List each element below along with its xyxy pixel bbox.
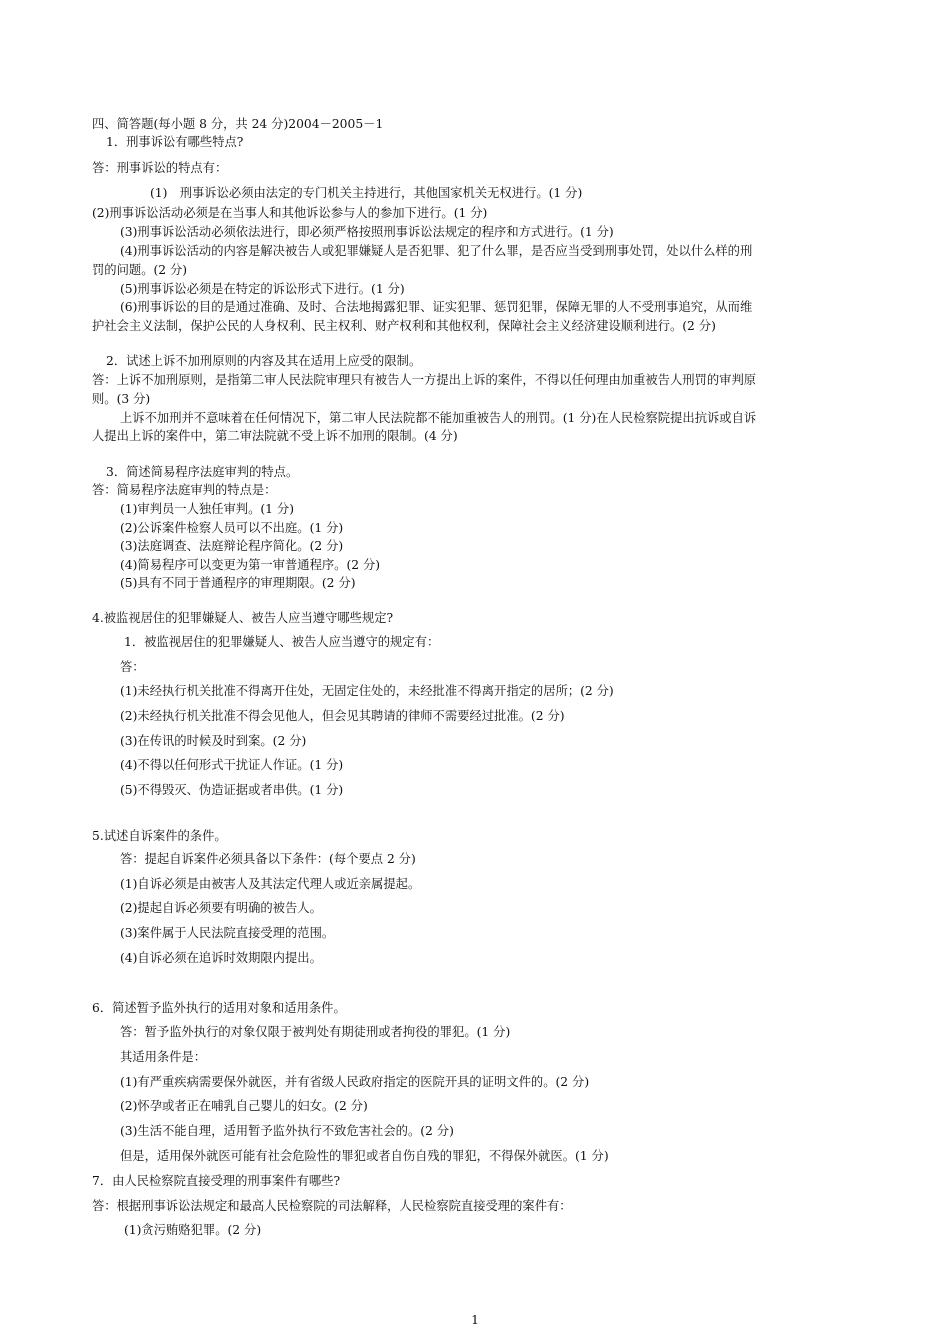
answer-3-item-5: (5)具有不同于普通程序的审理期限。(2 分) bbox=[120, 576, 356, 590]
answer-2-para-2-cont: 人提出上诉的案件中，第二审法院就不受上诉不加刑的限制。(4 分) bbox=[92, 429, 458, 443]
answer-3-item-1: (1)审判员一人独任审判。(1 分) bbox=[120, 502, 295, 516]
answer-1-item-3: (3)刑事诉讼活动必须依法进行，即必须严格按照刑事诉讼法规定的程序和方式进行。(1 分) bbox=[120, 225, 614, 239]
question-3: 3．简述简易程序法庭审判的特点。 bbox=[106, 465, 299, 479]
section-heading: 四、简答题(每小题 8 分，共 24 分)2004－2005－1 bbox=[92, 117, 384, 131]
answer-1-item-5: (5)刑事诉讼必须是在特定的诉讼形式下进行。(1 分) bbox=[120, 282, 405, 296]
answer-7-item-1: (1)贪污贿赂犯罪。(2 分) bbox=[124, 1223, 262, 1237]
answer-4-heading: 1．被监视居住的犯罪嫌疑人、被告人应当遵守的规定有： bbox=[124, 635, 440, 649]
answer-5-item-4: (4)自诉必须在追诉时效期限内提出。 bbox=[120, 951, 322, 965]
question-5: 5.试述自诉案件的条件。 bbox=[92, 829, 227, 843]
page-number: 1 bbox=[471, 1313, 479, 1327]
answer-1-item-1: (1) 刑事诉讼必须由法定的专门机关主持进行，其他国家机关无权进行。(1 分) bbox=[150, 186, 583, 200]
answer-5-item-3: (3)案件属于人民法院直接受理的范围。 bbox=[120, 926, 335, 940]
answer-1-item-6-cont: 护社会主义法制，保护公民的人身权利、民主权利、财产权利和其他权利，保障社会主义经济建设顺利进行。(2 分) bbox=[92, 319, 716, 333]
answer-1-item-2: (2)刑事诉讼活动必须是在当事人和其他诉讼参与人的参加下进行。(1 分) bbox=[92, 206, 488, 220]
answer-1-intro: 答：刑事诉讼的特点有： bbox=[92, 161, 228, 175]
answer-4-item-2: (2)未经执行机关批准不得会见他人，但会见其聘请的律师不需要经过批准。(2 分) bbox=[120, 709, 565, 723]
answer-3-item-2: (2)公诉案件检察人员可以不出庭。(1 分) bbox=[120, 521, 344, 535]
answer-2-para-1: 答：上诉不加刑原则，是指第二审人民法院审理只有被告人一方提出上诉的案件，不得以任何理由加重被告人刑罚的审判原 bbox=[92, 373, 757, 387]
answer-2-para-2: 上诉不加刑并不意味着在任何情况下，第二审人民法院都不能加重被告人的刑罚。(1 分)在人民检察院提出抗诉或自诉 bbox=[120, 411, 757, 425]
question-4: 4.被监视居住的犯罪嫌疑人、被告人应当遵守哪些规定? bbox=[92, 611, 394, 625]
question-1: 1．刑事诉讼有哪些特点? bbox=[106, 135, 244, 149]
answer-4-item-1: (1)未经执行机关批准不得离开住处，无固定住处的，未经批准不得离开指定的居所；(2 分) bbox=[120, 684, 614, 698]
question-2: 2．试述上诉不加刑原则的内容及其在适用上应受的限制。 bbox=[106, 354, 422, 368]
answer-6-note: 但是，适用保外就医可能有社会危险性的罪犯或者自伤自残的罪犯，不得保外就医。(1 分) bbox=[120, 1149, 609, 1163]
answer-6-item-3: (3)生活不能自理，适用暂予监外执行不致危害社会的。(2 分) bbox=[120, 1124, 454, 1138]
answer-2-para-1-cont: 则。(3 分) bbox=[92, 392, 151, 406]
answer-5-item-2: (2)提起自诉必须要有明确的被告人。 bbox=[120, 901, 322, 915]
answer-1-item-4-cont: 罚的问题。(2 分) bbox=[92, 263, 188, 277]
answer-6-intro: 答：暂予监外执行的对象仅限于被判处有期徒刑或者拘役的罪犯。(1 分) bbox=[120, 1025, 511, 1039]
answer-6-conditions-label: 其适用条件是： bbox=[120, 1050, 207, 1064]
question-7: 7．由人民检察院直接受理的刑事案件有哪些? bbox=[92, 1174, 341, 1188]
answer-5-item-1: (1)自诉必须是由被害人及其法定代理人或近亲属提起。 bbox=[120, 877, 421, 891]
answer-4-item-3: (3)在传讯的时候及时到案。(2 分) bbox=[120, 734, 307, 748]
answer-4-item-4: (4)不得以任何形式干扰证人作证。(1 分) bbox=[120, 758, 344, 772]
answer-1-item-4: (4)刑事诉讼活动的内容是解决被告人或犯罪嫌疑人是否犯罪、犯了什么罪，是否应当受到刑事处罚，处以什么样的刑 bbox=[120, 244, 753, 258]
answer-1-item-6: (6)刑事诉讼的目的是通过准确、及时、合法地揭露犯罪、证实犯罪、惩罚犯罪，保障无罪的人不受刑事追究，从而维 bbox=[120, 300, 753, 314]
answer-6-item-1: (1)有严重疾病需要保外就医，并有省级人民政府指定的医院开具的证明文件的。(2 分) bbox=[120, 1075, 590, 1089]
answer-5-intro: 答：提起自诉案件必须具备以下条件：(每个要点 2 分) bbox=[120, 852, 416, 866]
answer-6-item-2: (2)怀孕或者正在哺乳自己婴儿的妇女。(2 分) bbox=[120, 1099, 368, 1113]
answer-3-item-4: (4)简易程序可以变更为第一审普通程序。(2 分) bbox=[120, 558, 381, 572]
answer-4-label: 答： bbox=[120, 660, 145, 674]
answer-7-intro: 答：根据刑事诉讼法规定和最高人民检察院的司法解释，人民检察院直接受理的案件有： bbox=[92, 1199, 572, 1213]
answer-3-intro: 答：简易程序法庭审判的特点是： bbox=[92, 483, 277, 497]
question-6: 6．简述暂予监外执行的适用对象和适用条件。 bbox=[92, 1001, 346, 1015]
answer-4-item-5: (5)不得毁灭、伪造证据或者串供。(1 分) bbox=[120, 783, 344, 797]
answer-3-item-3: (3)法庭调查、法庭辩论程序简化。(2 分) bbox=[120, 539, 344, 553]
